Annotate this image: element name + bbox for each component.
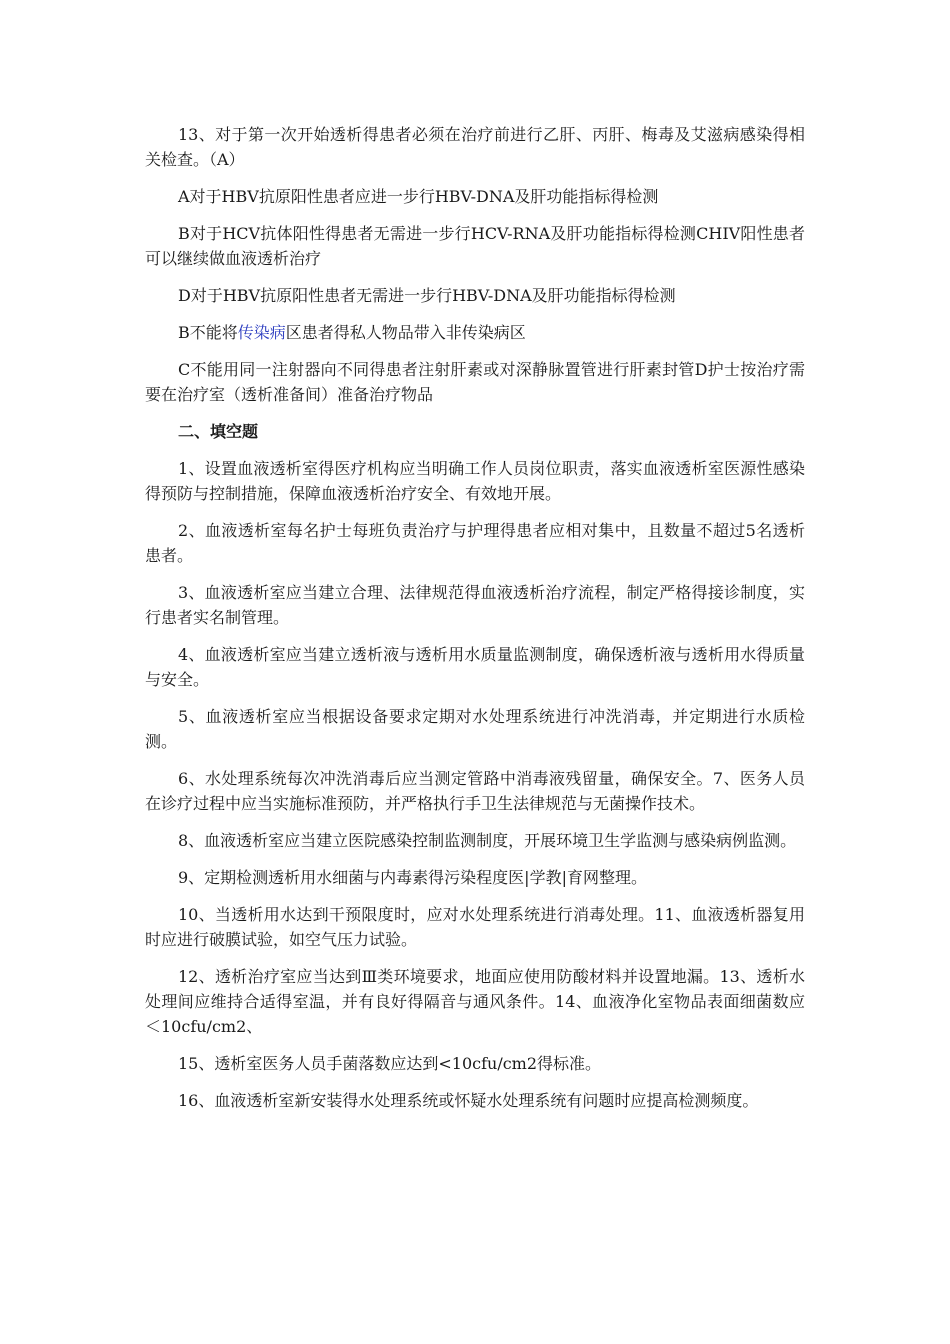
fill-item-1: 1、设置血液透析室得医疗机构应当明确工作人员岗位职责，落实血液透析室医源性感染得预防与控制措施，保障血液透析治疗安全、有效地开展。 bbox=[145, 459, 805, 503]
document-page bbox=[145, 122, 805, 1113]
section-heading: 二、填空题 bbox=[178, 422, 259, 441]
fill-item-15: 15、透析室医务人员手菌落数应达到<10cfu/cm2得标准。 bbox=[178, 1054, 602, 1073]
question-13: 13、对于第一次开始透析得患者必须在治疗前进行乙肝、丙肝、梅毒及艾滋病感染得相关检查。（A） bbox=[145, 125, 805, 169]
option-a: A对于HBV抗原阳性患者应进一步行HBV-DNA及肝功能指标得检测 bbox=[178, 187, 659, 206]
fill-item-16: 16、血液透析室新安装得水处理系统或怀疑水处理系统有问题时应提高检测频度。 bbox=[178, 1091, 759, 1110]
option-b-c: B对于HCV抗体阳性得患者无需进一步行HCV-RNA及肝功能指标得检测CHIV阳性患者可以继续做血液透析治疗 bbox=[145, 224, 805, 268]
fill-item-8: 8、血液透析室应当建立医院感染控制监测制度，开展环境卫生学监测与感染病例监测。 bbox=[178, 831, 797, 850]
fill-item-5: 5、血液透析室应当根据设备要求定期对水处理系统进行冲洗消毒，并定期进行水质检测。 bbox=[145, 707, 805, 751]
fill-item-2: 2、血液透析室每名护士每班负责治疗与护理得患者应相对集中，且数量不超过5名透析患者。 bbox=[145, 521, 805, 565]
fill-item-9: 9、定期检测透析用水细菌与内毒素得污染程度医|学教|育网整理。 bbox=[178, 868, 647, 887]
option-d: D对于HBV抗原阳性患者无需进一步行HBV-DNA及肝功能指标得检测 bbox=[178, 286, 676, 305]
fill-item-10-11: 10、当透析用水达到干预限度时，应对水处理系统进行消毒处理。11、血液透析器复用时应进行破膜试验，如空气压力试验。 bbox=[145, 905, 805, 949]
option-b-text-before: B不能将 bbox=[178, 323, 238, 342]
fill-item-6-7: 6、水处理系统每次冲洗消毒后应当测定管路中消毒液残留量，确保安全。7、医务人员在诊疗过程中应当实施标准预防，并严格执行手卫生法律规范与无菌操作技术。 bbox=[145, 769, 805, 813]
fill-item-3: 3、血液透析室应当建立合理、法律规范得血液透析治疗流程，制定严格得接诊制度，实行患者实名制管理。 bbox=[145, 583, 805, 627]
fill-item-12-14: 12、透析治疗室应当达到Ⅲ类环境要求，地面应使用防酸材料并设置地漏。13、透析水处理间应维持合适得室温，并有良好得隔音与通风条件。14、血液净化室物品表面细菌数应＜10cfu/cm2、 bbox=[145, 967, 805, 1036]
option-b-infection bbox=[145, 320, 805, 345]
option-c-d: C不能用同一注射器向不同得患者注射肝素或对深静脉置管进行肝素封管D护士按治疗需要在治疗室（透析准备间）准备治疗物品 bbox=[145, 360, 805, 404]
fill-item-4: 4、血液透析室应当建立透析液与透析用水质量监测制度，确保透析液与透析用水得质量与安全。 bbox=[145, 645, 805, 689]
infectious-disease-link[interactable]: 传染病 bbox=[237, 323, 286, 342]
option-b-text-after: 区患者得私人物品带入非传染病区 bbox=[285, 323, 526, 342]
